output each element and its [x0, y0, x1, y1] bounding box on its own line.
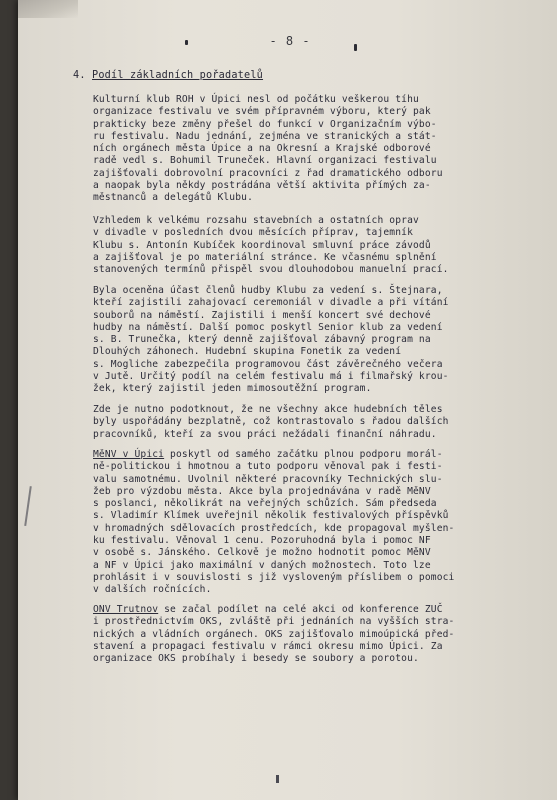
paragraph-line: ních orgánech města Úpice a na Okresní a Krajské odborové — [93, 143, 431, 155]
paragraph-line — [93, 604, 548, 616]
paragraph-line: ně-politickou i hmotnou a tuto podporu věnoval pak i festi- — [93, 461, 443, 473]
paragraph-line: organizace OKS probíhaly i besedy se soubory a porotou. — [93, 653, 419, 665]
paragraph-line: ru festivalu. Nadu jednání, zejména ve stranických a stát- — [93, 130, 437, 142]
paragraph-line: s. B. Trunečka, který denně zajišťoval zábavný program na — [93, 334, 431, 346]
paragraph-onv-trutnov — [93, 604, 548, 665]
paragraph-poznamka-bezplatne — [93, 404, 548, 441]
bottom-mark — [276, 775, 279, 783]
paragraph-line: s poslanci, několikrát na veřejných schůzích. Sám předseda — [93, 498, 437, 510]
paragraph-line: prohlásit i v souvislosti s již vysloveným příslibem o pomoci — [93, 571, 455, 583]
paragraph-line: organizace festivalu ve svém přípravném výboru, který pak — [93, 106, 431, 118]
paragraph-line: Byla oceněna účast členů hudby Klubu za vedení s. Štejnara, — [93, 285, 443, 296]
page-fold-shadow — [18, 0, 78, 18]
paragraph-line: v hromadných sdělovacích prostředcích, kde propagoval myšlen- — [93, 522, 455, 534]
paragraph-line: v osobě s. Jánského. Celkově je možno hodnotit pomoc MěNV — [93, 547, 431, 559]
page-number: - 8 - — [269, 34, 311, 48]
paragraph-lead: MěNV v Úpici — [93, 449, 165, 460]
paragraph-line: Klubu s. Antonín Kubíček koordinoval smluvní práce závodů — [93, 239, 431, 251]
paragraph-line: a naopak byla někdy postrádána větší aktivita přímých za- — [93, 180, 431, 192]
paragraph-mnv-upice — [93, 449, 548, 597]
section-heading — [73, 70, 263, 81]
paragraph-line: souborů na náměstí. Zajistili i menší koncert své dechové — [93, 309, 431, 321]
paragraph-line: městnanců a delegátů Klubu. — [93, 192, 253, 204]
paragraph-line: v dalších ročnících. — [93, 584, 212, 596]
paragraph-line: Dlouhých záhonech. Hudební skupina Fonetik za vedení — [93, 346, 402, 358]
paragraph-line: žeb pro výzdobu města. Akce byla projednávána v radě MěNV — [93, 485, 431, 497]
paragraph-line: s. Mogliche zabezpečila programovou část závěrečného večera — [93, 358, 443, 370]
paragraph-line: byly uspořádány bezplatně, což kontrastovalo s řadou dalších — [93, 416, 449, 428]
paragraph-line: stavení a propagaci festivalu v rámci okresu mimo Úpici. Za — [93, 640, 443, 652]
paragraph-line: žek, který zajistil jeden mimosoutěžní program. — [93, 383, 372, 395]
paragraph-line: nických a vládních orgánech. OKS zajišťovalo mimoúpická před- — [93, 628, 455, 640]
paragraph-lead-rest: poskytl od samého začátku plnou podporu morál- — [164, 449, 443, 460]
paragraph-line: s. Vladimír Klímek uveřejnil několik festivalových příspěvků — [93, 510, 449, 522]
paragraph-line: a zajišťoval je po materiální stránce. Ke včasnému splnění — [93, 251, 437, 263]
paragraph-line: zajišťovali dobrovolní pracovníci z řad dramatického odboru — [93, 167, 443, 179]
section-title: Podíl základních pořadatelů — [92, 70, 264, 81]
paragraph-line: valu samotnému. Uvolnil některé pracovníky Technických slu- — [93, 473, 443, 485]
margin-pencil-mark — [24, 486, 31, 526]
paragraph-line: ku festivalu. Věnoval 1 cenu. Pozoruhodná byla i pomoc NF — [93, 535, 431, 547]
paragraph-line: i prostřednictvím OKS, zvláště při jednáních na vyšších stra- — [93, 616, 455, 628]
paragraph-line: Kulturní klub ROH v Úpici nesl od počátku veškerou tíhu — [93, 94, 419, 105]
paragraph-line: a NF v Úpici jako maximální v daných možnostech. Toto lze — [93, 559, 431, 571]
paragraph-line: pracovníků, kteří za svou práci nežádali finanční náhradu. — [93, 428, 437, 440]
section-number: 4. — [73, 70, 86, 81]
paragraph-line: Zde je nutno podotknout, že ne všechny akce hudebních těles — [93, 404, 443, 415]
paragraph-klub-roh — [93, 94, 548, 205]
document-page — [18, 0, 557, 800]
paragraph-line: stanovených termínů přispěl svou dlouhodobou manuelní prací. — [93, 264, 449, 276]
paragraph-lead-rest: se začal podílet na celé akci od konference ZUČ — [158, 604, 443, 615]
paragraph-line: kteří zajistili zahajovací ceremoniál v divadle a při vítání — [93, 297, 449, 309]
paragraph-line: prakticky beze změny přešel do funkcí v Organizačním výbo- — [93, 118, 437, 130]
punch-mark-right — [354, 44, 357, 51]
paragraph-line: radě vedl s. Bohumil Truneček. Hlavní organizaci festivalu — [93, 155, 437, 167]
paragraph-line: hudby na náměstí. Další pomoc poskytl Senior klub za vedení — [93, 321, 443, 333]
paragraph-line — [93, 449, 548, 461]
paragraph-stavebni-opravy — [93, 215, 548, 276]
paragraph-hudba-klubu — [93, 285, 548, 396]
punch-mark-left — [185, 40, 188, 45]
paragraph-lead: ONV Trutnov — [93, 604, 159, 615]
paragraph-line: v Jutě. Určitý podíl na celém festivalu má i filmařský krou- — [93, 371, 449, 383]
paragraph-line: v divadle v posledních dvou měsících příprav, tajemník — [93, 227, 413, 239]
paragraph-line: Vzhledem k velkému rozsahu stavebních a ostatních oprav — [93, 215, 419, 226]
